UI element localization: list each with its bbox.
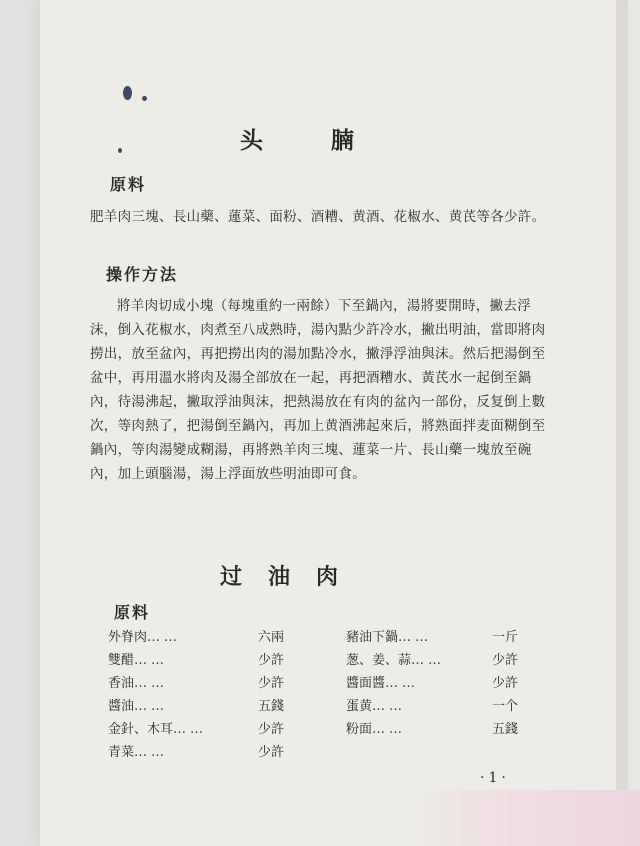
ingredient-row [108,718,284,741]
ingredient-quantity: 少許 [491,653,518,668]
ink-spot [123,86,132,100]
method-text-1: 將羊肉切成小塊（每塊重約一兩餘）下至鍋內，湯將要開時，撇去浮沫，倒入花椒水，肉煮至八成熟時，湯內點少許冷水，撇出明油，當即將肉撈出，放至盆內，再把撈出肉的湯加點冷水，撇淨浮油與沫。然后把湯倒至盆中，再用溫水將肉及湯全部放在一起，再把酒糟水、黃芪水一起倒至鍋內，待湯沸起，撇取浮油與沫，把熱湯放在有肉的盆內一部份，反复倒上數次，等肉熱了，把湯倒至鍋內，再加上黄酒沸起來后，將熟面拌麦面糊倒至鍋內，等肉湯變成糊湯，再將熟羊肉三塊、蓮菜一片、長山藥一塊放至碗內，加上頭腦湯，湯上浮面放些明油即可食。 [90,298,546,482]
ingredient-name: 醬油 [108,699,135,714]
ink-spot [118,148,122,153]
ingredient-name: 香油 [108,676,135,691]
ingredient-name: 醬面醬 [346,676,386,691]
ingredient-quantity: 少許 [257,722,284,737]
ingredient-name: 雙醋 [108,653,135,668]
ingredient-row [346,626,518,649]
ingredient-row [108,695,284,718]
ingredients-text-1: 肥羊肉三塊、長山藥、蓮菜、面粉、酒糟、黄酒、花椒水、黄芪等各少許。 [90,209,546,225]
ingredient-quantity: 少許 [257,653,284,668]
dot-leader: …… [147,630,182,645]
ingredient-name: 金針、木耳 [108,722,174,737]
ingredient-row [108,672,284,695]
ingredient-name: 豬油下鍋 [346,630,399,645]
ingredient-quantity: 一个 [491,699,518,714]
ingredient-row [346,695,518,718]
ink-spot [142,96,147,101]
recipe-title-1: 头 腩 [240,127,385,154]
ingredients-left-column [108,626,284,764]
dot-leader: …… [385,676,420,691]
ingredient-quantity: 一斤 [491,630,518,645]
ingredient-row [108,649,284,672]
ingredient-quantity: 少許 [257,676,284,691]
ingredient-quantity: 六兩 [257,630,284,645]
ingredient-row [346,672,518,695]
right-page-edge [616,0,628,846]
ingredients-heading-1: 原料 [110,175,147,194]
ingredients-heading-2: 原料 [114,603,151,622]
recipe-title-2: 过油肉 [220,564,365,590]
dot-leader: …… [398,630,433,645]
dot-leader: …… [134,653,169,668]
dot-leader: …… [372,699,407,714]
ingredients-right-column [346,626,518,741]
dot-leader: …… [173,722,208,737]
ingredient-name: 外脊肉 [108,630,148,645]
ingredient-quantity: 五錢 [491,722,518,737]
ingredient-name: 蛋黄 [346,699,373,714]
dot-leader: …… [372,722,407,737]
ingredient-row [346,718,518,741]
ingredient-quantity: 少許 [257,745,284,760]
ingredient-name: 粉面 [346,722,373,737]
ingredient-name: 青菜 [108,745,135,760]
ingredient-row [346,649,518,672]
ingredient-name: 葱、姜、蒜 [346,653,412,668]
ingredient-row [108,626,284,649]
left-page-edge [0,0,40,846]
dot-leader: …… [134,676,169,691]
dot-leader: …… [134,745,169,760]
method-heading-1: 操作方法 [106,265,179,284]
ingredient-quantity: 五錢 [257,699,284,714]
dot-leader: …… [134,699,169,714]
photo-glare [420,790,640,846]
page-number: ·1· [480,770,510,786]
ingredient-row [108,741,284,764]
dot-leader: …… [411,653,446,668]
ingredient-quantity: 少許 [491,676,518,691]
